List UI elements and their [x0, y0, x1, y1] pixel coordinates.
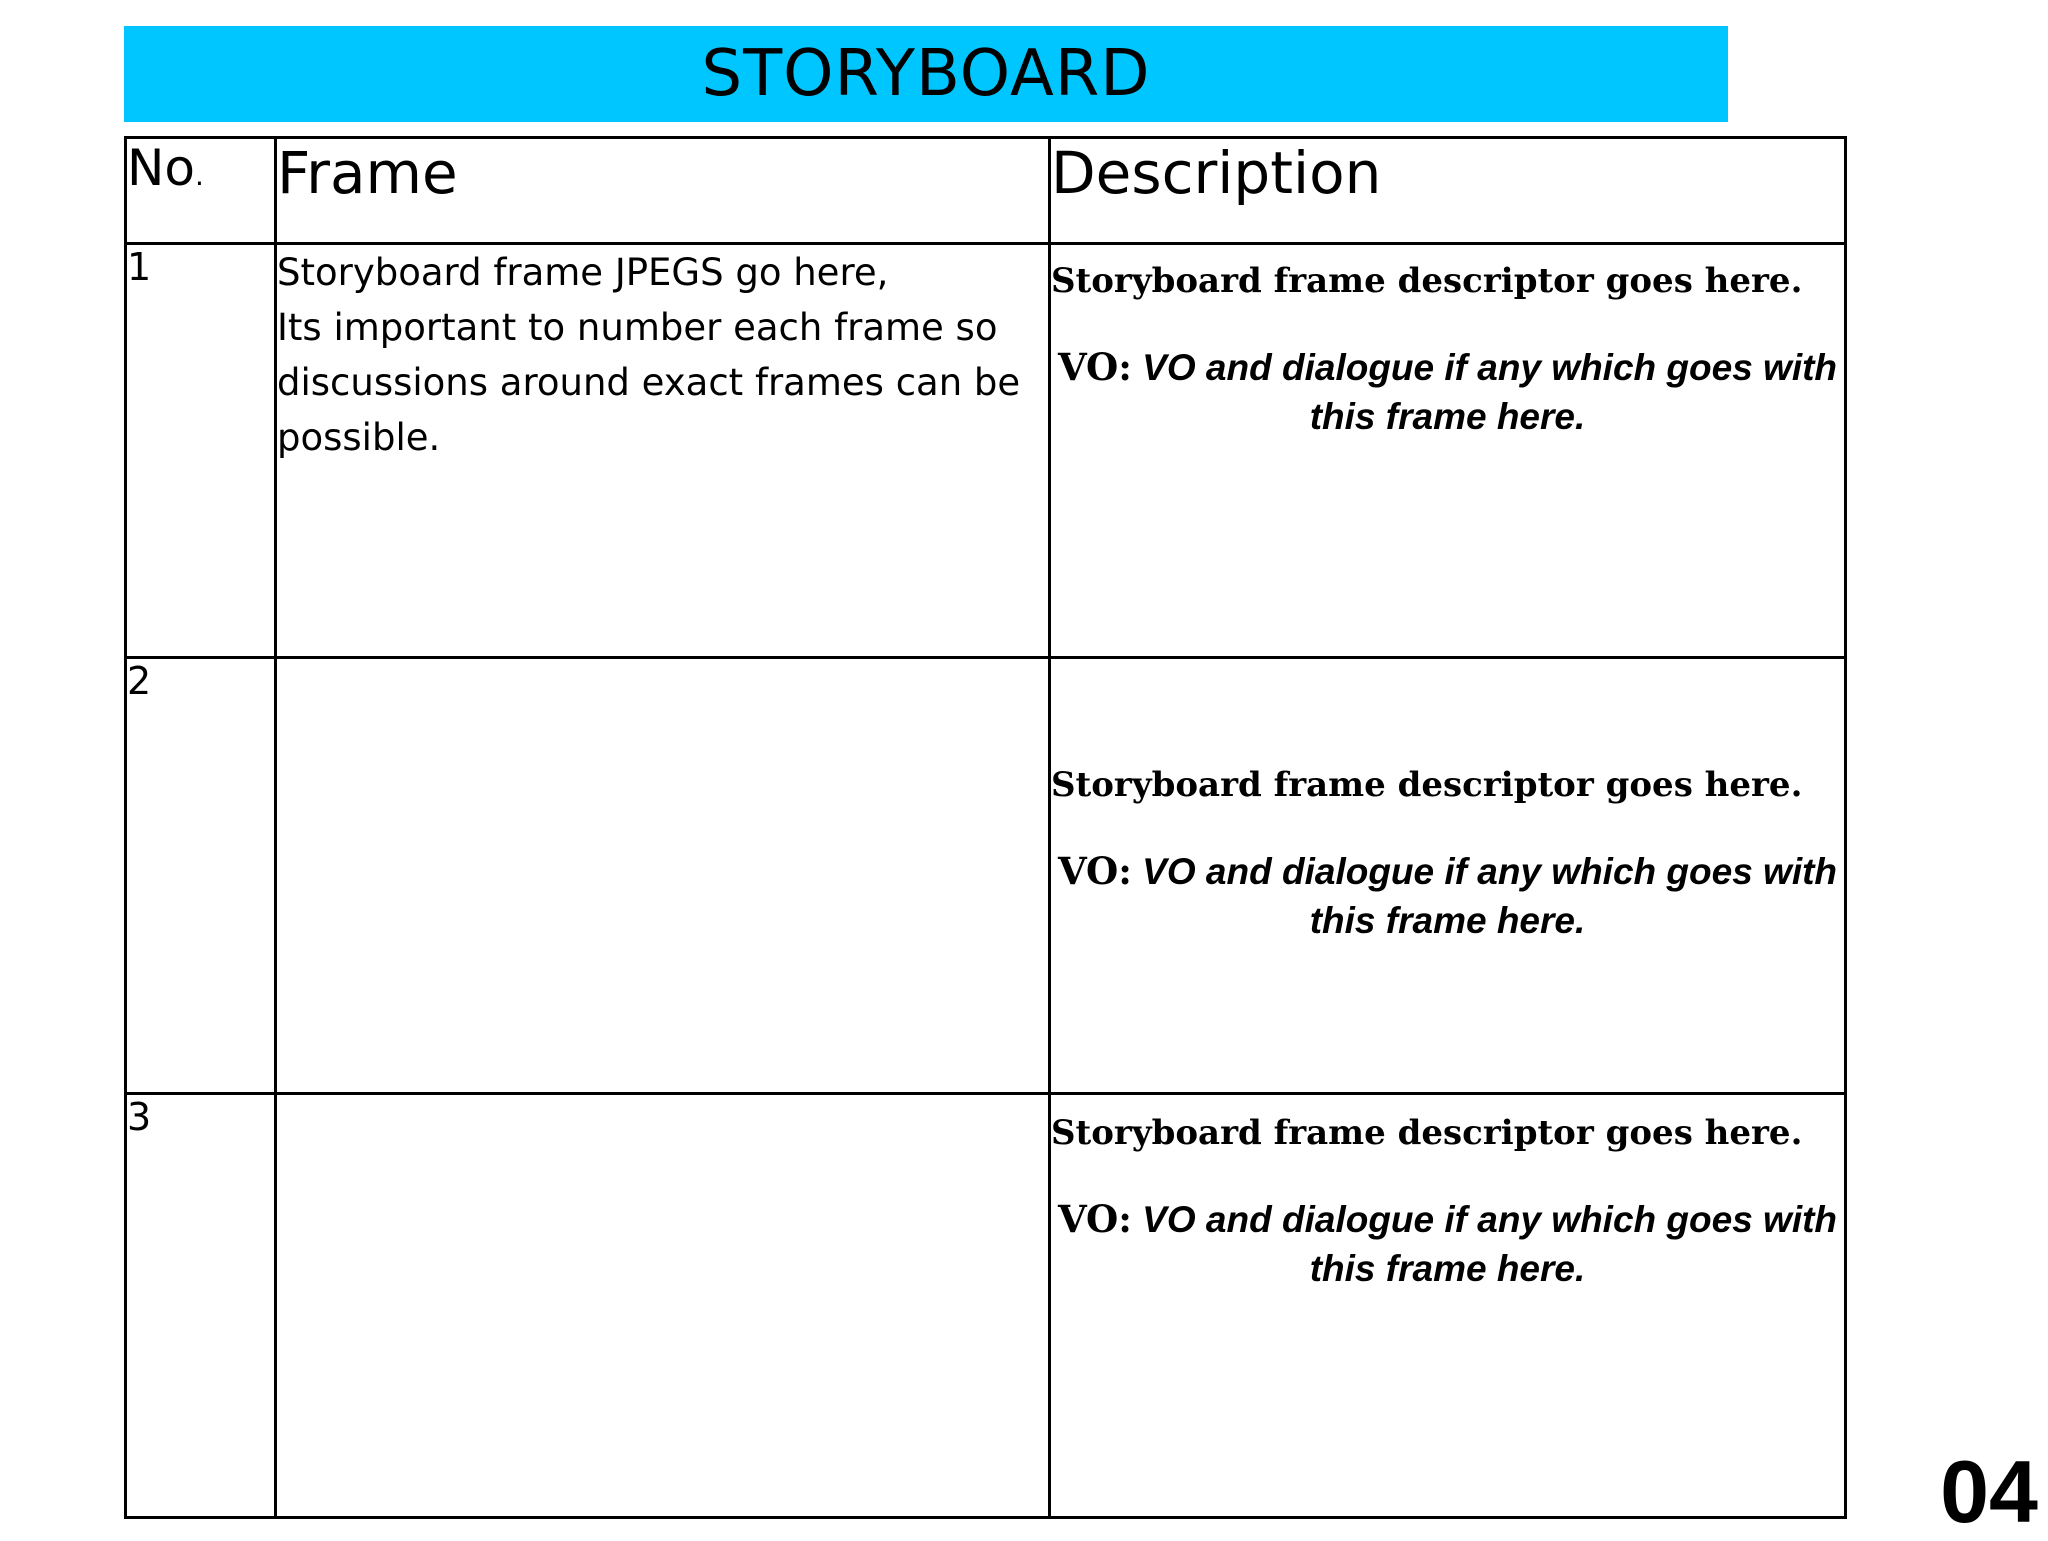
frame-number: 1 — [126, 244, 276, 658]
vo-text: VO and dialogue if any which goes with this frame here. — [1131, 1199, 1838, 1289]
vo-text: VO and dialogue if any which goes with this frame here. — [1131, 347, 1838, 437]
table-row — [126, 244, 1846, 658]
vo-label: VO: — [1057, 1197, 1132, 1241]
frame-number: 2 — [126, 658, 276, 1094]
frame-descriptor: Storyboard frame descriptor goes here. — [1051, 765, 1803, 805]
page-title: STORYBOARD — [124, 26, 1728, 122]
vo-label: VO: — [1057, 345, 1132, 389]
frame-descriptor: Storyboard frame descriptor goes here. — [1051, 261, 1803, 301]
column-header-no-label: No — [127, 139, 195, 197]
column-header-frame: Frame — [276, 138, 1050, 244]
frame-text-line: Its important to number each frame so discussions around exact frames can be possible. — [277, 306, 1021, 459]
frame-text-line: Storyboard frame JPEGS go here, — [277, 251, 889, 294]
description-cell — [1050, 244, 1846, 658]
description-cell — [1050, 1094, 1846, 1518]
table-row — [126, 1094, 1846, 1518]
voice-over — [1051, 343, 1844, 441]
vo-text: VO and dialogue if any which goes with this frame here. — [1131, 851, 1838, 941]
column-header-description: Description — [1050, 138, 1846, 244]
table-row — [126, 658, 1846, 1094]
frame-cell — [276, 658, 1050, 1094]
table-header-row — [126, 138, 1846, 244]
column-header-no-dot: . — [195, 159, 204, 192]
frame-cell — [276, 1094, 1050, 1518]
page-number: 04 — [1940, 1442, 2038, 1541]
frame-descriptor: Storyboard frame descriptor goes here. — [1051, 1113, 1803, 1153]
storyboard-table — [124, 136, 1847, 1519]
description-cell — [1050, 658, 1846, 1094]
column-header-no — [126, 138, 276, 244]
frame-number: 3 — [126, 1094, 276, 1518]
voice-over — [1051, 1195, 1844, 1293]
vo-label: VO: — [1057, 849, 1132, 893]
voice-over — [1051, 847, 1844, 945]
frame-cell — [276, 244, 1050, 658]
